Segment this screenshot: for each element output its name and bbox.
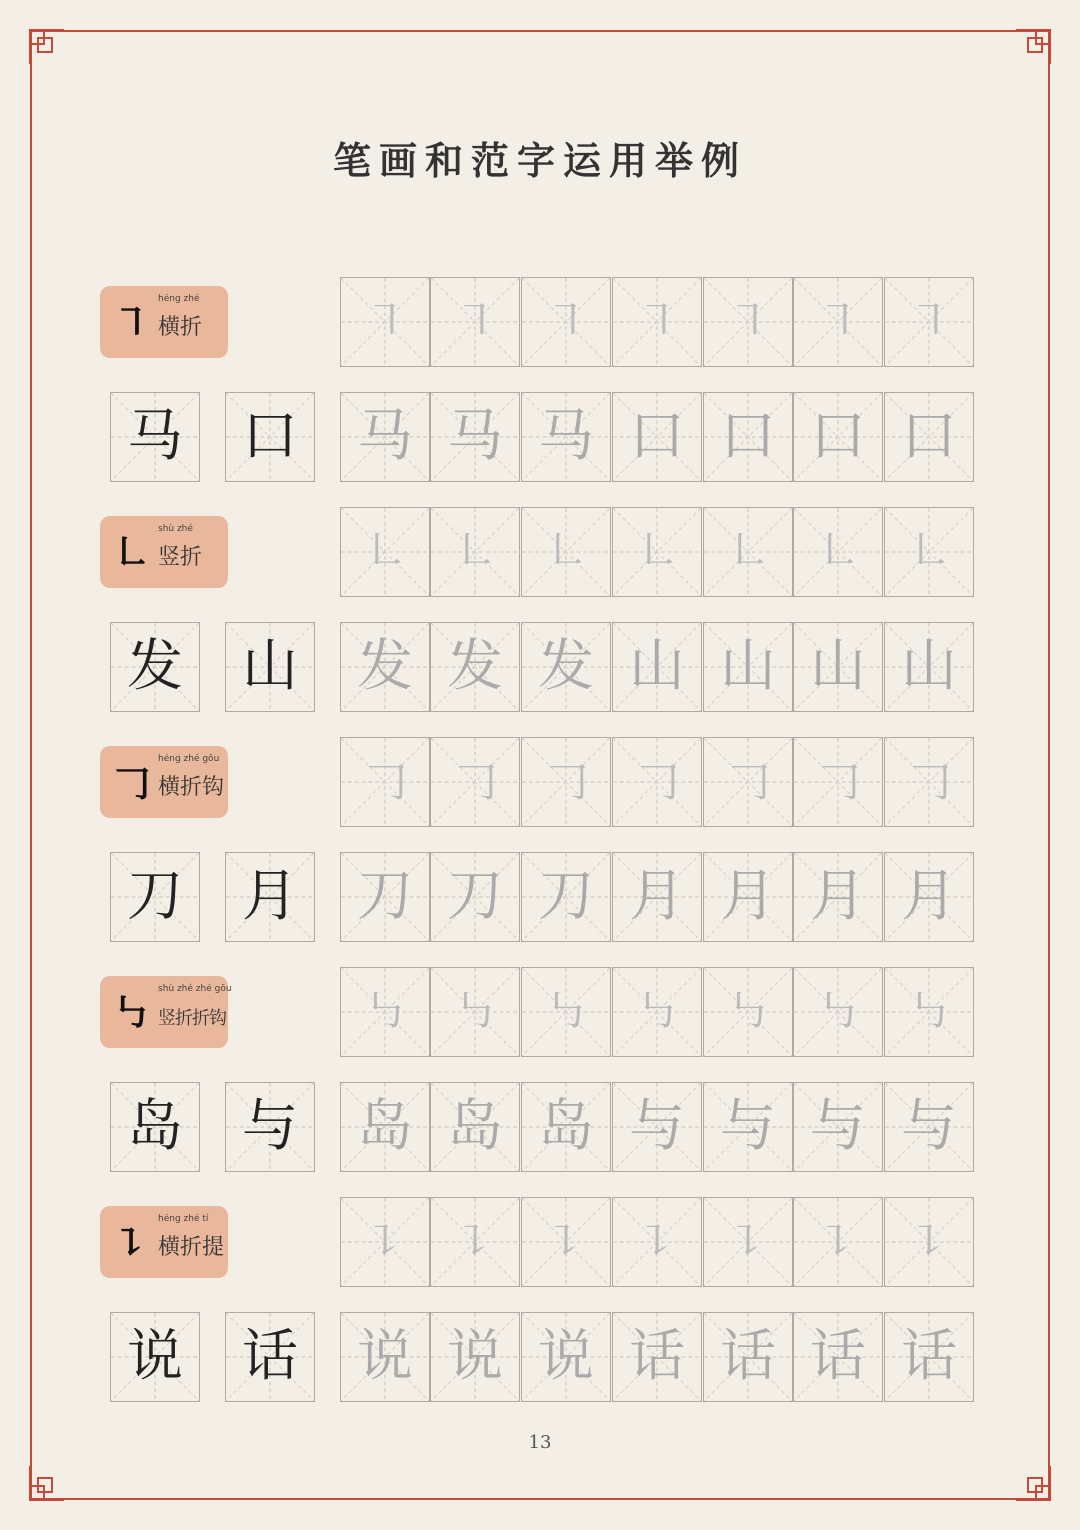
- trace-character: 说: [538, 1324, 594, 1389]
- stroke-pinyin: shù zhé zhé gōu: [158, 984, 232, 994]
- practice-cell[interactable]: [793, 1197, 883, 1287]
- stroke-glyph: ㇗: [111, 531, 150, 575]
- example-character-cell: [110, 622, 200, 712]
- trace-character: ㇕: [635, 296, 679, 347]
- practice-cell[interactable]: [612, 967, 702, 1057]
- example-character: 岛: [127, 1094, 183, 1159]
- practice-cell[interactable]: [521, 1197, 611, 1287]
- trace-character: 𠃌: [544, 756, 588, 807]
- stroke-badge: [100, 516, 228, 588]
- practice-cell[interactable]: [703, 392, 793, 482]
- trace-character: 话: [720, 1324, 776, 1389]
- trace-character: 月: [629, 864, 685, 929]
- trace-character: 𠃌: [635, 756, 679, 807]
- practice-cell[interactable]: [521, 622, 611, 712]
- stroke-pinyin: shù zhé: [158, 524, 193, 534]
- trace-character: 发: [357, 634, 413, 699]
- practice-cell[interactable]: [793, 622, 883, 712]
- trace-character: ㇉: [453, 986, 497, 1037]
- practice-cell[interactable]: [703, 1312, 793, 1402]
- practice-cell[interactable]: [884, 852, 974, 942]
- trace-character: ㇗: [363, 526, 407, 577]
- example-character: 话: [242, 1324, 298, 1389]
- trace-character: 马: [538, 404, 594, 469]
- trace-character: 口: [810, 404, 866, 469]
- trace-character: 山: [629, 634, 685, 699]
- practice-cell[interactable]: [521, 1082, 611, 1172]
- practice-cell[interactable]: [430, 507, 520, 597]
- trace-character: ㇗: [453, 526, 497, 577]
- practice-cell[interactable]: [703, 967, 793, 1057]
- page-number: 13: [528, 1432, 552, 1453]
- stroke-badge: [100, 746, 228, 818]
- stroke-glyph: 𠃌: [111, 761, 150, 805]
- trace-character: ㇕: [816, 296, 860, 347]
- trace-character: 马: [447, 404, 503, 469]
- stroke-name: 竖折: [158, 545, 203, 570]
- trace-character: ㇊: [453, 1216, 497, 1267]
- practice-cell[interactable]: [521, 967, 611, 1057]
- trace-character: ㇉: [726, 986, 770, 1037]
- practice-cell[interactable]: [793, 852, 883, 942]
- trace-character: 山: [720, 634, 776, 699]
- practice-cell[interactable]: [430, 392, 520, 482]
- stroke-glyph: ㇊: [111, 1221, 150, 1265]
- stroke-badge: [100, 286, 228, 358]
- character-row: [0, 620, 1080, 714]
- trace-character: 刀: [357, 864, 413, 929]
- trace-character: 月: [810, 864, 866, 929]
- trace-character: 话: [901, 1324, 957, 1389]
- practice-cell[interactable]: [430, 622, 520, 712]
- practice-cell[interactable]: [793, 277, 883, 367]
- stroke-name: 竖折折钩: [158, 1008, 226, 1029]
- stroke-pinyin: héng zhé tí: [158, 1214, 209, 1224]
- example-character-cell: [225, 1312, 315, 1402]
- trace-character: ㇊: [635, 1216, 679, 1267]
- trace-character: ㇕: [363, 296, 407, 347]
- example-character-cell: [110, 392, 200, 482]
- trace-character: ㇕: [726, 296, 770, 347]
- example-character-cell: [225, 622, 315, 712]
- stroke-row: [0, 965, 1080, 1059]
- trace-character: ㇗: [635, 526, 679, 577]
- corner-ornament-bottom-right: [1010, 1460, 1056, 1506]
- trace-character: 话: [629, 1324, 685, 1389]
- trace-character: ㇗: [816, 526, 860, 577]
- example-character: 山: [242, 634, 298, 699]
- trace-character: 岛: [447, 1094, 503, 1159]
- practice-cell[interactable]: [884, 277, 974, 367]
- example-character-cell: [110, 1082, 200, 1172]
- trace-character: 话: [810, 1324, 866, 1389]
- practice-cell[interactable]: [884, 392, 974, 482]
- practice-cell[interactable]: [430, 1082, 520, 1172]
- stroke-name: 横折钩: [158, 775, 225, 800]
- example-character: 马: [127, 404, 183, 469]
- practice-cell[interactable]: [703, 1082, 793, 1172]
- practice-cell[interactable]: [793, 737, 883, 827]
- corner-ornament-top-left: [24, 24, 70, 70]
- trace-character: 发: [538, 634, 594, 699]
- practice-cell[interactable]: [430, 737, 520, 827]
- practice-cell[interactable]: [612, 1082, 702, 1172]
- practice-cell[interactable]: [884, 622, 974, 712]
- practice-cell[interactable]: [612, 1197, 702, 1287]
- practice-cell[interactable]: [521, 392, 611, 482]
- character-row: [0, 850, 1080, 944]
- practice-cell[interactable]: [340, 277, 430, 367]
- trace-character: 口: [720, 404, 776, 469]
- trace-character: 马: [357, 404, 413, 469]
- practice-cell[interactable]: [340, 507, 430, 597]
- practice-cell[interactable]: [430, 277, 520, 367]
- trace-character: 说: [357, 1324, 413, 1389]
- example-character-cell: [110, 852, 200, 942]
- practice-cell[interactable]: [884, 737, 974, 827]
- trace-character: 与: [720, 1094, 776, 1159]
- trace-character: 与: [810, 1094, 866, 1159]
- practice-cell[interactable]: [793, 1312, 883, 1402]
- practice-cell[interactable]: [340, 622, 430, 712]
- practice-cell[interactable]: [703, 277, 793, 367]
- practice-cell[interactable]: [793, 507, 883, 597]
- practice-cell[interactable]: [612, 277, 702, 367]
- trace-character: 刀: [538, 864, 594, 929]
- trace-character: 与: [901, 1094, 957, 1159]
- stroke-row: [0, 1195, 1080, 1289]
- practice-cell[interactable]: [793, 392, 883, 482]
- example-character: 说: [127, 1324, 183, 1389]
- practice-cell[interactable]: [430, 967, 520, 1057]
- practice-cell[interactable]: [340, 1197, 430, 1287]
- trace-character: 发: [447, 634, 503, 699]
- stroke-glyph: ㇕: [111, 301, 150, 345]
- trace-character: 说: [447, 1324, 503, 1389]
- stroke-name: 横折提: [158, 1235, 225, 1260]
- trace-character: ㇉: [363, 986, 407, 1037]
- trace-character: 𠃌: [453, 756, 497, 807]
- stroke-row: [0, 735, 1080, 829]
- character-row: [0, 1080, 1080, 1174]
- practice-cell[interactable]: [340, 1312, 430, 1402]
- trace-character: 口: [901, 404, 957, 469]
- stroke-pinyin: héng zhé: [158, 294, 200, 304]
- character-row: [0, 1310, 1080, 1404]
- practice-cell[interactable]: [612, 737, 702, 827]
- stroke-pinyin: héng zhé gōu: [158, 754, 220, 764]
- trace-character: ㇗: [726, 526, 770, 577]
- trace-character: ㇕: [907, 296, 951, 347]
- example-character-cell: [225, 392, 315, 482]
- practice-cell[interactable]: [521, 507, 611, 597]
- practice-cell[interactable]: [884, 967, 974, 1057]
- stroke-row: [0, 505, 1080, 599]
- trace-character: ㇊: [907, 1216, 951, 1267]
- practice-cell[interactable]: [340, 967, 430, 1057]
- stroke-row: [0, 275, 1080, 369]
- practice-cell[interactable]: [884, 1312, 974, 1402]
- trace-character: ㇕: [453, 296, 497, 347]
- trace-character: ㇊: [363, 1216, 407, 1267]
- trace-character: 𠃌: [816, 756, 860, 807]
- practice-cell[interactable]: [884, 1197, 974, 1287]
- practice-cell[interactable]: [884, 507, 974, 597]
- trace-character: ㇊: [726, 1216, 770, 1267]
- trace-character: 月: [901, 864, 957, 929]
- practice-cell[interactable]: [793, 1082, 883, 1172]
- corner-ornament-bottom-left: [24, 1460, 70, 1506]
- page-title: 笔画和范字运用举例: [332, 139, 747, 183]
- stroke-badge: [100, 1206, 228, 1278]
- stroke-badge: [100, 976, 232, 1048]
- trace-character: ㇊: [544, 1216, 588, 1267]
- practice-cell[interactable]: [612, 852, 702, 942]
- practice-cell[interactable]: [703, 1197, 793, 1287]
- practice-cell[interactable]: [612, 1312, 702, 1402]
- practice-cell[interactable]: [884, 1082, 974, 1172]
- trace-character: 口: [629, 404, 685, 469]
- trace-character: 月: [720, 864, 776, 929]
- example-character: 口: [242, 404, 298, 469]
- practice-cell[interactable]: [340, 737, 430, 827]
- example-character-cell: [110, 1312, 200, 1402]
- practice-cell[interactable]: [521, 277, 611, 367]
- trace-character: ㇗: [544, 526, 588, 577]
- stroke-name: 横折: [158, 315, 203, 340]
- trace-character: 山: [810, 634, 866, 699]
- example-character-cell: [225, 852, 315, 942]
- corner-ornament-top-right: [1010, 24, 1056, 70]
- stroke-glyph: ㇉: [111, 991, 150, 1035]
- practice-cell[interactable]: [340, 852, 430, 942]
- practice-cell[interactable]: [612, 507, 702, 597]
- example-character-cell: [225, 1082, 315, 1172]
- trace-character: ㇉: [816, 986, 860, 1037]
- practice-cell[interactable]: [703, 852, 793, 942]
- character-row: [0, 390, 1080, 484]
- practice-cell[interactable]: [430, 1197, 520, 1287]
- practice-cell[interactable]: [793, 967, 883, 1057]
- trace-character: ㇉: [544, 986, 588, 1037]
- practice-cell[interactable]: [430, 852, 520, 942]
- trace-character: 岛: [357, 1094, 413, 1159]
- trace-character: 𠃌: [907, 756, 951, 807]
- practice-cell[interactable]: [340, 1082, 430, 1172]
- example-character: 与: [242, 1094, 298, 1159]
- practice-cell[interactable]: [612, 622, 702, 712]
- trace-character: ㇉: [907, 986, 951, 1037]
- practice-cell[interactable]: [521, 852, 611, 942]
- trace-character: ㇗: [907, 526, 951, 577]
- trace-character: 岛: [538, 1094, 594, 1159]
- practice-cell[interactable]: [703, 507, 793, 597]
- practice-cell[interactable]: [521, 737, 611, 827]
- example-character: 刀: [127, 864, 183, 929]
- trace-character: 山: [901, 634, 957, 699]
- trace-character: 𠃌: [726, 756, 770, 807]
- trace-character: 刀: [447, 864, 503, 929]
- trace-character: 𠃌: [363, 756, 407, 807]
- practice-cell[interactable]: [521, 1312, 611, 1402]
- practice-cell[interactable]: [703, 737, 793, 827]
- practice-cell[interactable]: [703, 622, 793, 712]
- trace-character: ㇉: [635, 986, 679, 1037]
- practice-cell[interactable]: [430, 1312, 520, 1402]
- practice-cell[interactable]: [612, 392, 702, 482]
- trace-character: 与: [629, 1094, 685, 1159]
- example-character: 发: [127, 634, 183, 699]
- trace-character: ㇕: [544, 296, 588, 347]
- practice-cell[interactable]: [340, 392, 430, 482]
- example-character: 月: [242, 864, 298, 929]
- trace-character: ㇊: [816, 1216, 860, 1267]
